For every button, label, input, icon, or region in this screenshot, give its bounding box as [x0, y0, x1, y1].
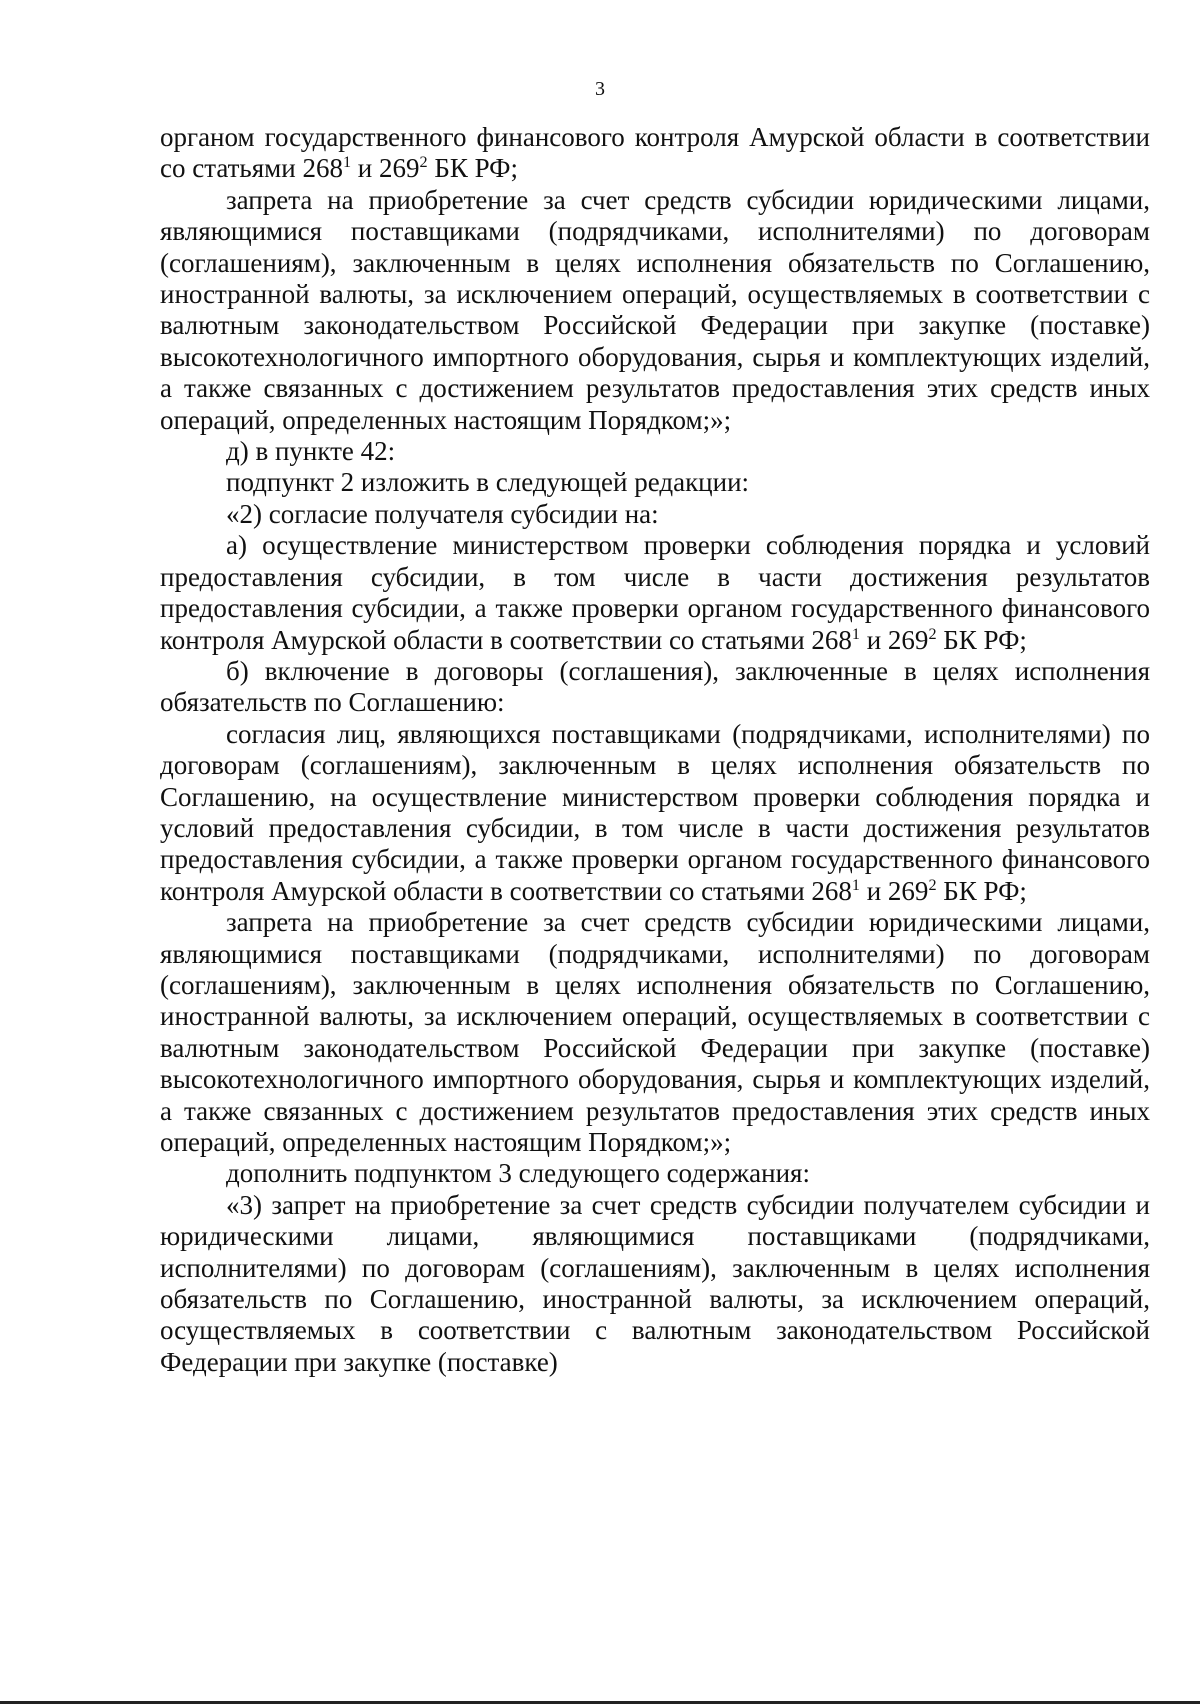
paragraph-9	[160, 907, 1150, 1158]
superscript: 2	[419, 153, 428, 172]
paragraph-2	[160, 185, 1150, 436]
superscript: 1	[851, 624, 860, 643]
document-body	[160, 122, 1150, 1378]
paragraph-text: и 269	[859, 624, 929, 655]
paragraph-text: органом государственного финансового контроля Амурской области в соответствии со статьями 268	[160, 122, 1150, 184]
paragraph-text: запрета на приобретение за счет средств субсидии юридическими лицами, являющимися поставщиками (подрядчиками, исполнителями) по договорам (соглашениям), заключенным в целях исполнения обязательств по Соглашению, иностранной валюты, за исключением операций, осуществляемых в соответствии с валютным законодательством Российской Федерации при закупке (поставке) высокотехнологичного импортного оборудования, сырья и комплектующих изделий, а также связанных с достижением результатов предоставления этих средств иных операций, определенных настоящим Порядком;»;	[160, 184, 1150, 435]
paragraph-text: подпункт 2 изложить в следующей редакции:	[226, 467, 750, 498]
superscript: 1	[342, 153, 352, 172]
paragraph-1	[160, 122, 1150, 185]
paragraph-6	[160, 530, 1150, 656]
paragraph-text: и 269	[351, 153, 420, 184]
paragraph-8	[160, 719, 1150, 907]
paragraph-10	[160, 1158, 1150, 1189]
paragraph-text: д) в пункте 42:	[226, 436, 396, 467]
paragraph-5	[160, 499, 1150, 530]
paragraph-text: согласия лиц, являющихся поставщиками (подрядчиками, исполнителями) по договорам (соглашениям), заключенным в целях исполнения обязательств по Соглашению, на осуществление министерством проверки соблюдения порядка и условий предоставления субсидии, в том числе в части достижения результатов предоставления субсидии, а также проверки органом государственного финансового контроля Амурской области в соответствии со статьями 268	[160, 718, 1150, 906]
superscript: 1	[851, 875, 860, 894]
paragraph-text: а) осуществление министерством проверки соблюдения порядка и условий предоставления субсидии, в том числе в части достижения результатов предоставления субсидии, а также проверки органом государственного финансового контроля Амурской области в соответствии со статьями 268	[160, 530, 1150, 655]
superscript: 2	[928, 875, 937, 894]
paragraph-text: БК РФ;	[427, 153, 518, 184]
superscript: 2	[928, 624, 937, 643]
page-number: 3	[595, 78, 605, 100]
paragraph-text: дополнить подпунктом 3 следующего содержания:	[226, 1158, 810, 1189]
paragraph-text: БК РФ;	[936, 624, 1027, 655]
paragraph-3	[160, 436, 1150, 467]
paragraph-7	[160, 656, 1150, 719]
paragraph-text: «3) запрет на приобретение за счет средств субсидии получателем субсидии и юридическими лицами, являющимися поставщиками (подрядчиками, исполнителями) по договорам (соглашениям), заключенным в целях исполнения обязательств по Соглашению, иностранной валюты, за исключением операций, осуществляемых в соответствии с валютным законодательством Российской Федерации при закупке (поставке)	[160, 1189, 1150, 1377]
paragraph-text: б) включение в договоры (соглашения), заключенные в целях исполнения обязательств по Соглашению:	[160, 655, 1150, 718]
paragraph-text: «2) согласие получателя субсидии на:	[226, 498, 659, 529]
paragraph-text: БК РФ;	[936, 875, 1027, 906]
paragraph-11	[160, 1190, 1150, 1378]
paragraph-text: запрета на приобретение за счет средств субсидии юридическими лицами, являющимися поставщиками (подрядчиками, исполнителями) по договорам (соглашениям), заключенным в целях исполнения обязательств по Соглашению, иностранной валюты, за исключением операций, осуществляемых в соответствии с валютным законодательством Российской Федерации при закупке (поставке) высокотехнологичного импортного оборудования, сырья и комплектующих изделий, а также связанных с достижением результатов предоставления этих средств иных операций, определенных настоящим Порядком;»;	[160, 907, 1150, 1157]
paragraph-4	[160, 467, 1150, 498]
paragraph-text: и 269	[859, 875, 929, 906]
